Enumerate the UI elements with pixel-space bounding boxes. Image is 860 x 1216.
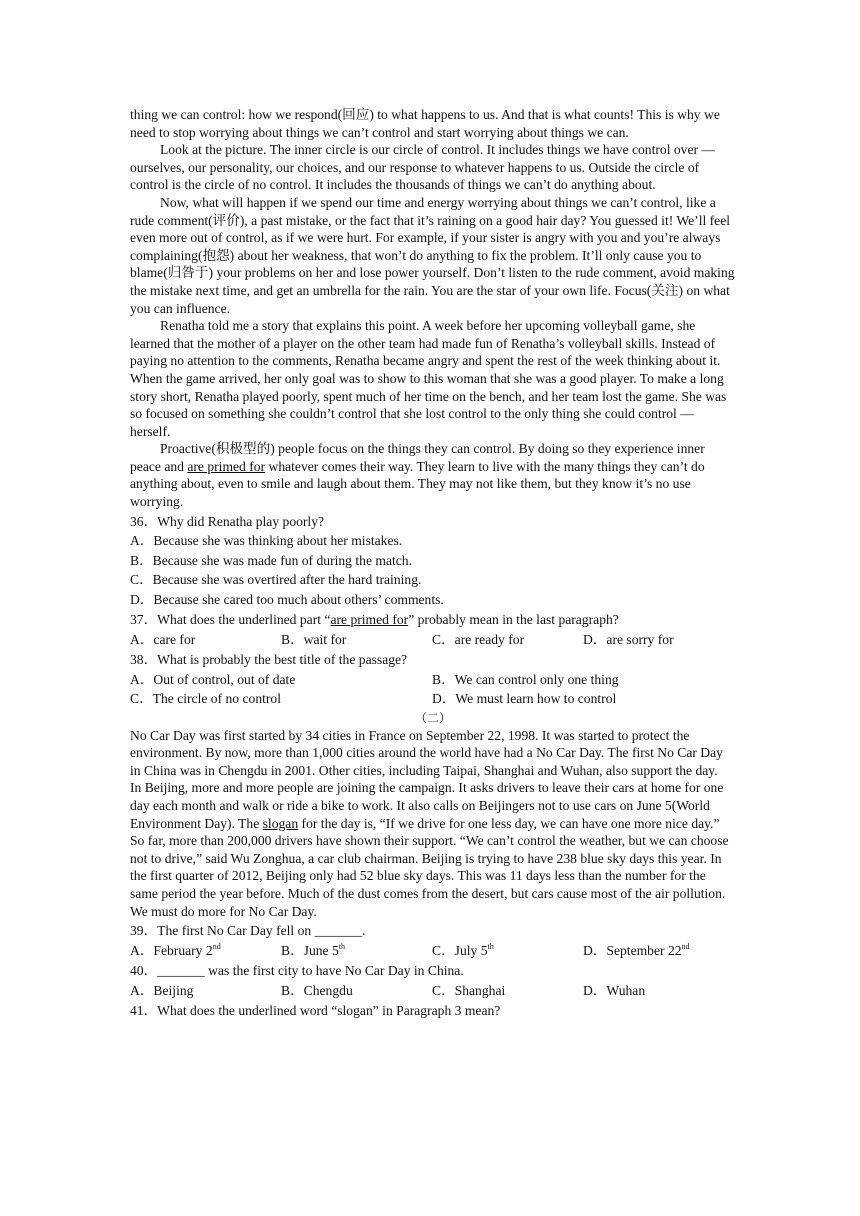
question-40-options: [130, 981, 736, 1001]
passage2-paragraph-3: So far, more than 200,000 drivers have shown their support. “We can’t control the weather, but we can choose not to drive,” said Wu Zonghua, a car club chairman. Beijing is trying to have 238 blue sky days this year. In the first quarter of 2012, Beijing only had 52 blue sky days. This was 11 days less than the number for the same period the year before. Much of the dust comes from the desert, but cars cause most of the air pollution. We must do more for No Car Day.: [130, 833, 729, 919]
underlined-word: slogan: [262, 815, 299, 831]
question-41-stem: 41．What does the underlined word “slogan” in Paragraph 3 mean?: [130, 1003, 501, 1019]
question-36-option-c: C．Because she was overtired after the hard training.: [130, 572, 422, 588]
option-text: C．July 5: [432, 942, 488, 958]
passage2-paragraph-2: [130, 779, 736, 832]
passage1-paragraph-3: Renatha told me a story that explains this point. A week before her upcoming volleyball game, she learned that the mother of a player on the other team had made fun of Renatha’s volleyball skills. Instead of paying no attention to the comments, Renatha became angry and spent the rest of the week thinking about it. When the game arrived, her only goal was to show to this woman that she was a good player. To make a long story short, Renatha played poorly, spent much of her time on the bench, and her team lost the game. She was so focused on something she couldn’t control that she lost control to the only thing she could control — herself.: [130, 318, 727, 439]
passage1-paragraph-4: [130, 440, 736, 510]
section-heading: （二）: [414, 710, 451, 725]
paragraph-text: Proactive(积极型的) people focus on the things they can control. By doing so they experience inner peace and: [130, 441, 705, 474]
question-37-option-d: D．are sorry for: [583, 631, 674, 647]
ordinal-suffix: nd: [681, 941, 690, 951]
question-39-option-c: [432, 941, 583, 961]
paragraph-text: In Beijing, more and more people are joining the campaign. It asks drivers to leave their cars at home for one day each month and walk or ride a bike to work. It also calls on Beijingers not to use cars on June 5(World Environment Day). The: [130, 780, 724, 831]
question-39-options: [130, 941, 736, 961]
question-40-stem: 40．_______ was the first city to have No Car Day in China.: [130, 963, 464, 979]
question-39-option-d: [583, 941, 734, 961]
option-text: D．September 22: [583, 942, 682, 958]
question-39-option-b: [281, 941, 432, 961]
ordinal-suffix: th: [338, 941, 346, 951]
question-37-stem: [130, 610, 736, 630]
question-36-stem: 36．Why did Renatha play poorly?: [130, 513, 325, 529]
question-text: 37．What does the underlined part “: [130, 612, 331, 628]
question-36-option-d: D．Because she cared too much about others’ comments.: [130, 591, 444, 607]
question-38-option-b: B．We can control only one thing: [432, 671, 619, 687]
question-40-option-d: D．Wuhan: [583, 982, 646, 998]
paragraph-text: for the day is, “If we drive for one less day, we can have one more nice day.”: [298, 815, 720, 831]
question-37-options: [130, 630, 736, 650]
question-39-stem: 39．The first No Car Day fell on _______.: [130, 923, 366, 939]
question-36-option-b: B．Because she was made fun of during the match.: [130, 552, 412, 568]
question-39-option-a: [130, 941, 281, 961]
option-text: B．June 5: [281, 942, 339, 958]
passage1-paragraph-0: thing we can control: how we respond(回应) to what happens to us. And that is what counts! This is why we need to stop worrying about things we can’t control and start worrying about things we can.: [130, 107, 720, 140]
underlined-phrase: are primed for: [187, 458, 266, 474]
document-page: [130, 106, 736, 1021]
paragraph-text: whatever comes their way. They learn to live with the many things they can’t do anything about, even to smile and laugh about them. They may not like them, but they know it’s no use worrying.: [130, 458, 705, 510]
option-text: A．February 2: [130, 942, 213, 958]
question-37-option-a: A．care for: [130, 631, 196, 647]
question-38-stem: 38．What is probably the best title of the passage?: [130, 652, 408, 668]
question-38-option-a: A．Out of control, out of date: [130, 671, 296, 687]
question-40-option-c: C．Shanghai: [432, 982, 506, 998]
question-40-option-a: A．Beijing: [130, 982, 194, 998]
passage1-paragraph-2: Now, what will happen if we spend our time and energy worrying about things we can’t control, like a rude comment(评价), a past mistake, or the fact that it’s raining on a good hair day? You guessed it! We’ll feel even more out of control, as if we were hurt. For example, if your sister is angry with you and you’re always complaining(抱怨) about her weakness, that won’t do anything to fix the problem. It’ll only cause you to blame(归咎于) your problems on her and lose power yourself. Don’t listen to the rude comment, avoid making the mistake next time, and get an umbrella for the rain. You are the star of your own life. Focus(关注) on what you can influence.: [130, 194, 735, 316]
question-38-options-row2: [130, 689, 736, 709]
question-text: ” probably mean in the last paragraph?: [408, 612, 619, 628]
question-38-option-d: D．We must learn how to control: [432, 691, 617, 707]
question-38-option-c: C．The circle of no control: [130, 691, 281, 707]
underlined-phrase: are primed for: [330, 612, 409, 628]
passage2-paragraph-1: No Car Day was first started by 34 cities in France on September 22, 1998. It was started to protect the environment. By now, more than 1,000 cities around the world have had a No Car Day. The first No Car Day in China was in Chengdu in 2001. Other cities, including Taipai, Shanghai and Wuhan, also support the day.: [130, 727, 723, 778]
question-36-option-a: A．Because she was thinking about her mistakes.: [130, 533, 403, 549]
question-37-option-b: B．wait for: [281, 631, 347, 647]
question-37-option-c: C．are ready for: [432, 631, 525, 647]
passage1-paragraph-1: Look at the picture. The inner circle is our circle of control. It includes things we have control over — ourselves, our personality, our choices, and our response to whatever happens to us. Outside the circle of control is the circle of no control. It includes the thousands of things we can’t do anything about.: [130, 142, 716, 193]
ordinal-suffix: th: [487, 941, 494, 951]
question-40-option-b: B．Chengdu: [281, 982, 353, 998]
ordinal-suffix: nd: [212, 941, 221, 951]
question-38-options-row1: [130, 670, 736, 690]
